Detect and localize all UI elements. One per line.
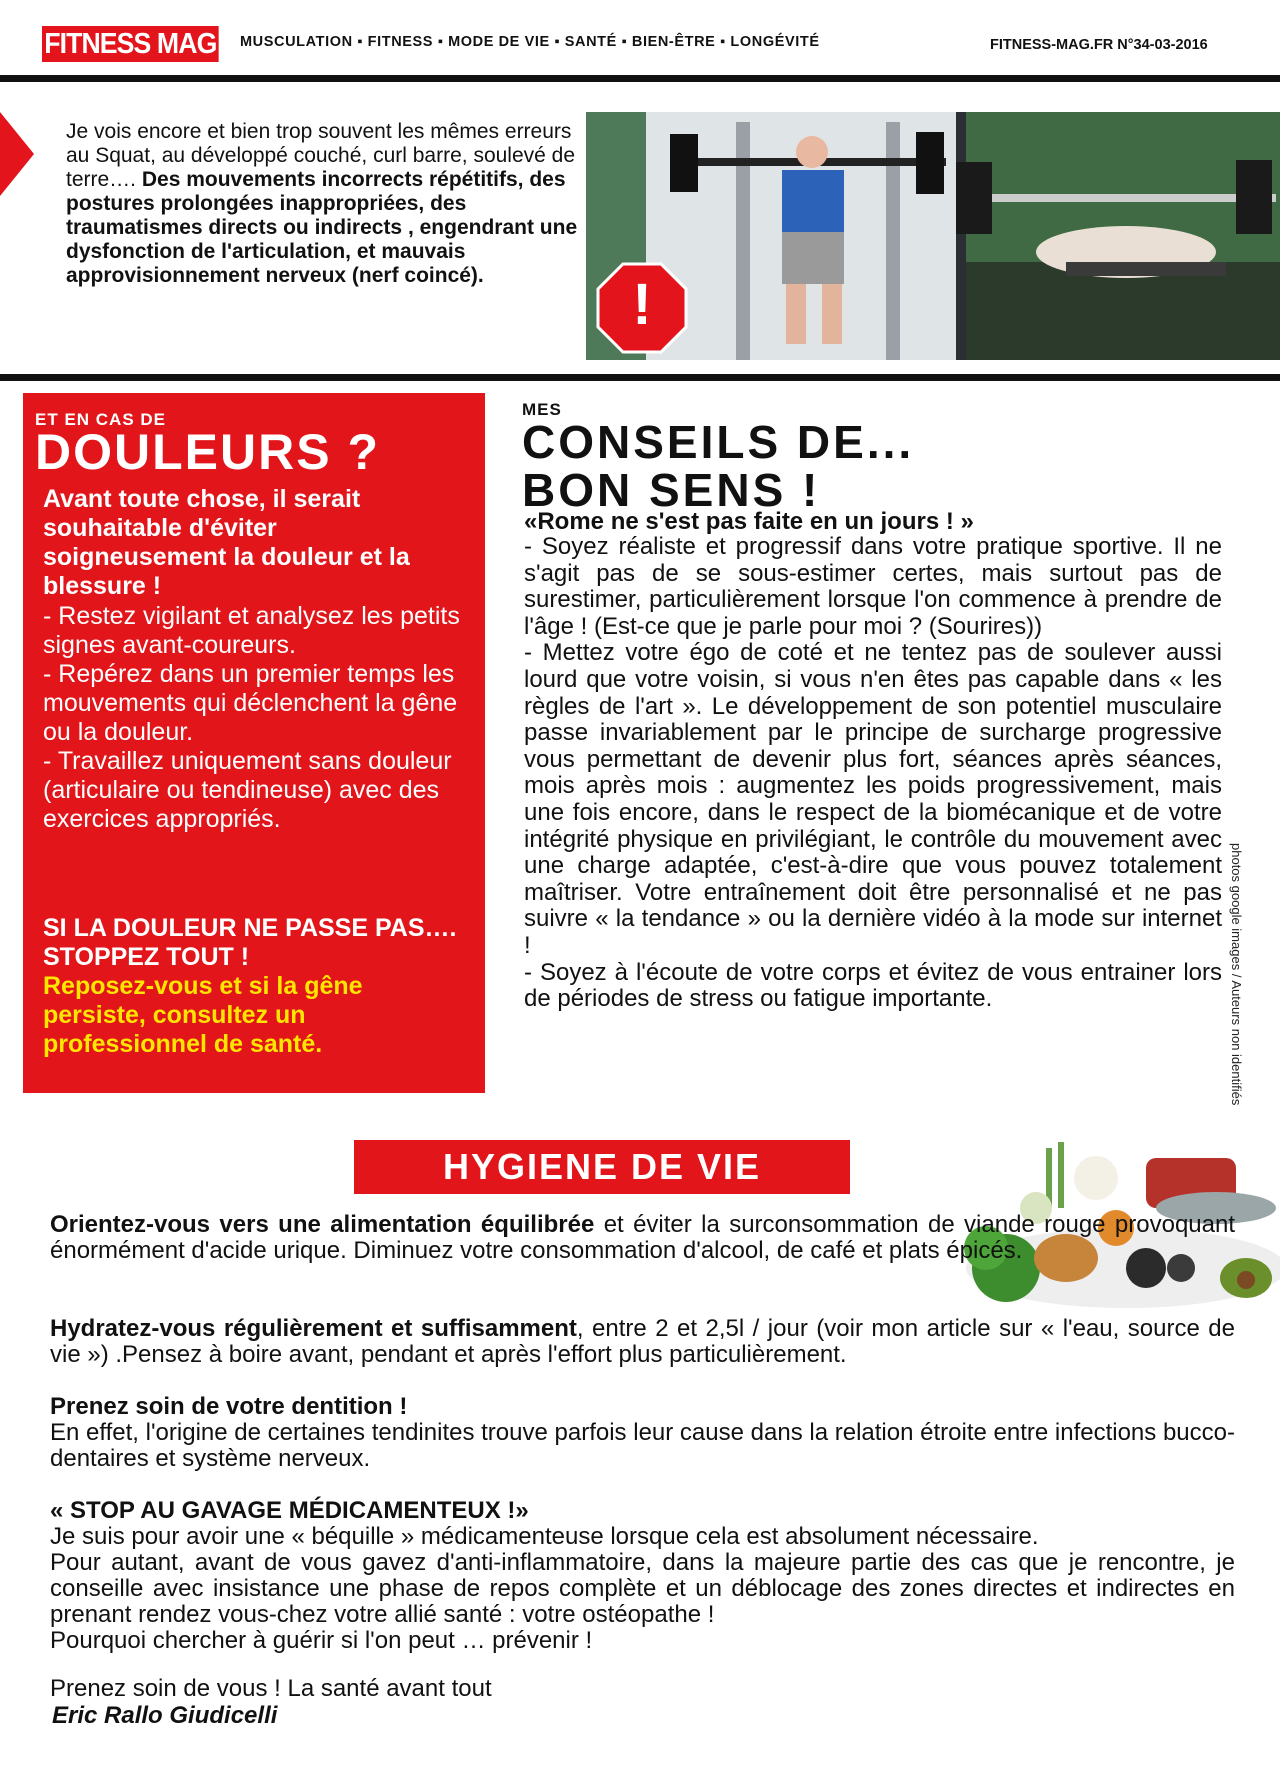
section-rule [0,374,1280,381]
douleurs-item: - Repérez dans un premier temps les mouvements qui déclenchent la gêne ou la douleur. [43,660,458,746]
section-nav: MUSCULATION ▪ FITNESS ▪ MODE DE VIE ▪ SANTÉ ▪ BIEN-ÊTRE ▪ LONGÉVITÉ [240,34,820,50]
hygiene-p1-text: et éviter la surconsommation de viande rouge provoquant énormément d'acide urique. Diminuez votre consommation d'alcool, de café et plats épicés. [50,1211,1235,1264]
douleurs-list [43,602,463,834]
conseils-quote: «Rome ne s'est pas faite en un jours ! » [524,508,974,535]
hygiene-p4-line: Pourquoi chercher à guérir si l'on peut … prévenir ! [50,1627,593,1654]
douleurs-item: - Restez vigilant et analysez les petits signes avant-coureurs. [43,602,460,659]
conseils-title [522,418,914,514]
magazine-logo: FITNESS MAG [42,26,219,62]
photo-credit: photos google images / Auteurs non identifiés [1229,843,1244,1106]
hygiene-p3-text: En effet, l'origine de certaines tendinites trouve parfois leur cause dans la relation étroite entre infections bucco-dentaires et système nerveux. [50,1419,1235,1472]
douleurs-kicker: ET EN CAS DE [35,410,167,429]
conseils-paragraph: - Soyez réaliste et progressif dans votre pratique sportive. Il ne s'agit pas de se sous-estimer certes, mais surtout pas de surestimer, particulièrement lorsque l'on commence à prendre de l'âge ! (Est-ce que je parle pour moi ? (Sourires)) [524,533,1222,640]
hygiene-p4-line: Pour autant, avant de vous gavez d'anti-inflammatoire, dans la majeure partie des cas que je rencontre, je conseille avec insistance une phase de repos complète et un déblocage des zones directes et indirectes en prenant rendez vous-chez votre allié santé : votre ostéopathe ! [50,1549,1235,1628]
hygiene-paragraph-dental [50,1394,1235,1472]
douleurs-title: DOULEURS ? [35,424,380,480]
conseils-paragraph: - Mettez votre égo de coté et ne tentez pas de soulever aussi lourd que votre voisin, si vous n'en êtes pas capable dans « les règles de l'art ». Le développement de son potentiel musculaire passe invariablement par le principe de surcharge progressive vous permettant de devenir plus fort, séances après séances, mois après mois : augmentez les poids progressivement, mais une fois encore, dans le respect de la biomécanique et de votre intégrité physique en privilégiant, le contrôle du mouvement avec une charge adaptée, c'est-à-dire que vous pouvez totalement maîtriser. Votre entraînement doit être personnalisé et ne pas suivre « la tendance » ou la dernière vidéo à la mode sur internet ! [524,639,1222,959]
conseils-kicker: MES [522,400,562,419]
conseils-title-line1: CONSEILS DE... [522,416,915,468]
douleurs-lead: Avant toute chose, il serait souhaitable d'éviter soigneusement la douleur et la blessure ! [43,485,410,600]
hygiene-paragraph-medication [50,1498,1235,1654]
header-rule [0,75,1280,82]
hygiene-p1-bold: Orientez-vous vers une alimentation équilibrée [50,1211,595,1238]
douleurs-stop: SI LA DOULEUR NE PASSE PAS…. STOPPEZ TOUT ! [43,914,457,971]
hygiene-title: HYGIENE DE VIE [354,1140,850,1194]
hygiene-p2-bold: Hydratez-vous régulièrement et suffisamment [50,1315,577,1342]
gym-photo [586,112,1280,360]
conseils-body [524,534,1222,1013]
hygiene-p2-text: , entre 2 et 2,5l / jour (voir mon article sur « l'eau, source de vie ») .Pensez à boire avant, pendant et après l'effort plus particulièrement. [50,1315,1235,1368]
gym-photo-illustration [586,112,1280,360]
hygiene-paragraph-food [50,1212,1235,1264]
warning-sign-icon [596,262,688,354]
intro-plain: Je vois encore et bien trop souvent les mêmes erreurs au Squat, au développé couché, curl barre, soulevé de terre…. [66,120,576,191]
hygiene-p4-line: Je suis pour avoir une « béquille » médicamenteuse lorsque cela est absolument nécessaire. [50,1523,1039,1550]
conseils-title-line2: BON SENS ! [522,464,821,516]
issue-number: FITNESS-MAG.FR N°34-03-2016 [990,37,1208,53]
red-arrow-marker [0,112,34,196]
author-name: Eric Rallo Giudicelli [52,1702,278,1729]
douleurs-item: - Travaillez uniquement sans douleur (articulaire ou tendineuse) avec des exercices appropriés. [43,747,452,833]
conseils-paragraph: - Soyez à l'écoute de votre corps et évitez de vous entrainer lors de périodes de stress ou fatigue importante. [524,958,1222,1013]
hygiene-paragraph-hydration [50,1316,1235,1368]
hygiene-p3-bold: Prenez soin de votre dentition ! [50,1393,408,1420]
hygiene-p4-bold: « STOP AU GAVAGE MÉDICAMENTEUX !» [50,1497,529,1524]
warning-sign-glyph: ! [632,272,652,337]
intro-text [66,120,596,288]
closing-line: Prenez soin de vous ! La santé avant tout [50,1675,492,1702]
douleurs-advice: Reposez-vous et si la gêne persiste, consultez un professionnel de santé. [43,972,363,1058]
intro-bold: Des mouvements incorrects répétitifs, des postures prolongées inappropriées, des traumatismes directs ou indirects , engendrant une dysfonction de l'articulation, et mauvais approvisionnement nerveux (nerf coincé). [66,168,578,287]
